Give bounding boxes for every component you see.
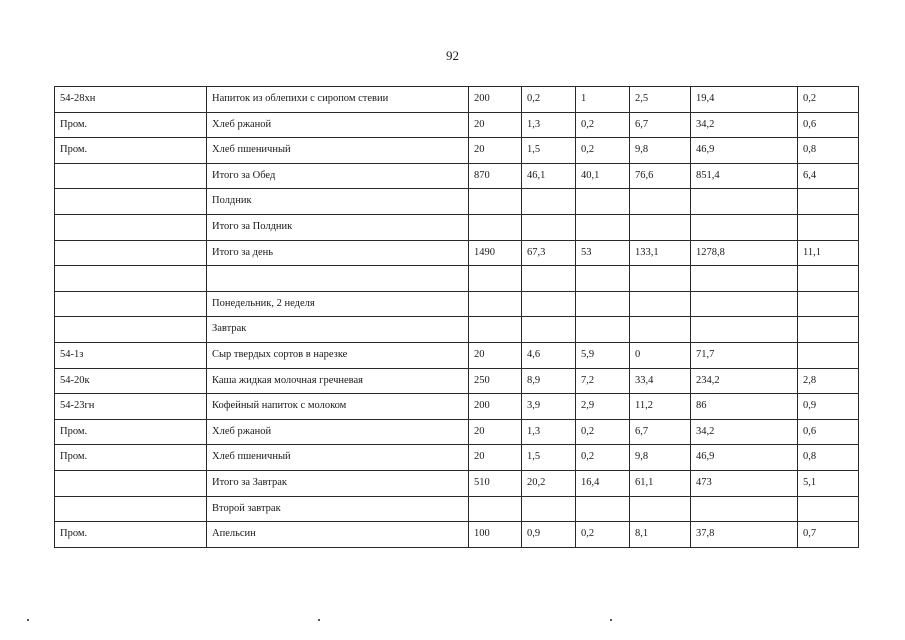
cell-dish: Итого за Полдник	[207, 214, 469, 240]
cell-weight: 20	[469, 138, 522, 164]
cell-fat	[576, 189, 630, 215]
cell-weight	[469, 266, 522, 292]
scan-speck	[27, 619, 29, 621]
cell-code: 54-20к	[55, 368, 207, 394]
cell-dish: Каша жидкая молочная гречневая	[207, 368, 469, 394]
cell-code	[55, 266, 207, 292]
cell-code	[55, 189, 207, 215]
table-row	[55, 112, 859, 138]
cell-carbs: 6,7	[630, 419, 691, 445]
cell-dish: Итого за Завтрак	[207, 470, 469, 496]
cell-carbs: 9,8	[630, 445, 691, 471]
cell-weight: 20	[469, 419, 522, 445]
cell-fat: 0,2	[576, 112, 630, 138]
cell-fat	[576, 496, 630, 522]
cell-protein	[522, 496, 576, 522]
cell-fat: 1	[576, 87, 630, 113]
cell-protein	[522, 189, 576, 215]
cell-code	[55, 317, 207, 343]
table-row	[55, 189, 859, 215]
table-row	[55, 214, 859, 240]
cell-protein: 1,5	[522, 138, 576, 164]
cell-carbs	[630, 266, 691, 292]
cell-carbs: 0	[630, 342, 691, 368]
cell-fat: 2,9	[576, 394, 630, 420]
table-row	[55, 317, 859, 343]
cell-dish: Напиток из облепихи с сиропом стевии	[207, 87, 469, 113]
cell-energy	[691, 189, 798, 215]
cell-fat: 40,1	[576, 163, 630, 189]
cell-energy	[691, 214, 798, 240]
cell-protein: 8,9	[522, 368, 576, 394]
table-row	[55, 368, 859, 394]
cell-carbs: 8,1	[630, 522, 691, 548]
cell-energy: 473	[691, 470, 798, 496]
cell-protein: 0,9	[522, 522, 576, 548]
cell-energy: 19,4	[691, 87, 798, 113]
cell-protein	[522, 266, 576, 292]
page-number: 92	[446, 48, 459, 63]
cell-fat	[576, 317, 630, 343]
cell-protein: 4,6	[522, 342, 576, 368]
cell-fat: 0,2	[576, 138, 630, 164]
cell-weight: 20	[469, 342, 522, 368]
cell-energy: 34,2	[691, 112, 798, 138]
cell-energy: 37,8	[691, 522, 798, 548]
cell-energy: 46,9	[691, 445, 798, 471]
cell-vitamin-c	[798, 266, 859, 292]
cell-code: Пром.	[55, 522, 207, 548]
cell-carbs: 11,2	[630, 394, 691, 420]
cell-weight: 1490	[469, 240, 522, 266]
cell-fat	[576, 291, 630, 317]
cell-fat	[576, 214, 630, 240]
table-row	[55, 240, 859, 266]
table-row	[55, 419, 859, 445]
cell-carbs	[630, 291, 691, 317]
cell-vitamin-c	[798, 317, 859, 343]
cell-dish: Хлеб ржаной	[207, 112, 469, 138]
table-row	[55, 266, 859, 292]
cell-weight: 870	[469, 163, 522, 189]
scan-speck	[610, 619, 612, 621]
cell-code	[55, 163, 207, 189]
menu-table	[54, 86, 859, 548]
cell-weight: 20	[469, 445, 522, 471]
table-row	[55, 163, 859, 189]
cell-vitamin-c: 0,8	[798, 445, 859, 471]
cell-vitamin-c: 0,9	[798, 394, 859, 420]
table-row	[55, 522, 859, 548]
table-row	[55, 291, 859, 317]
cell-protein	[522, 317, 576, 343]
cell-weight	[469, 317, 522, 343]
cell-protein	[522, 214, 576, 240]
cell-vitamin-c: 0,6	[798, 112, 859, 138]
cell-dish: Второй завтрак	[207, 496, 469, 522]
cell-weight: 200	[469, 87, 522, 113]
cell-vitamin-c: 0,7	[798, 522, 859, 548]
cell-vitamin-c: 5,1	[798, 470, 859, 496]
cell-carbs: 76,6	[630, 163, 691, 189]
cell-energy	[691, 291, 798, 317]
cell-vitamin-c	[798, 214, 859, 240]
cell-carbs: 33,4	[630, 368, 691, 394]
cell-weight	[469, 496, 522, 522]
cell-dish: Понедельник, 2 неделя	[207, 291, 469, 317]
cell-code	[55, 240, 207, 266]
cell-protein: 46,1	[522, 163, 576, 189]
scan-speck	[318, 619, 320, 621]
cell-code: Пром.	[55, 445, 207, 471]
cell-fat: 7,2	[576, 368, 630, 394]
cell-energy: 234,2	[691, 368, 798, 394]
cell-vitamin-c	[798, 189, 859, 215]
cell-energy	[691, 266, 798, 292]
cell-carbs: 6,7	[630, 112, 691, 138]
cell-energy: 1278,8	[691, 240, 798, 266]
table-row	[55, 87, 859, 113]
cell-code	[55, 470, 207, 496]
table-row	[55, 342, 859, 368]
cell-weight: 510	[469, 470, 522, 496]
cell-energy	[691, 496, 798, 522]
cell-fat: 5,9	[576, 342, 630, 368]
table-row	[55, 394, 859, 420]
cell-carbs	[630, 317, 691, 343]
cell-protein: 3,9	[522, 394, 576, 420]
cell-dish: Сыр твердых сортов в нарезке	[207, 342, 469, 368]
cell-dish: Полдник	[207, 189, 469, 215]
cell-weight	[469, 189, 522, 215]
cell-energy: 71,7	[691, 342, 798, 368]
cell-dish	[207, 266, 469, 292]
cell-dish: Завтрак	[207, 317, 469, 343]
cell-energy: 851,4	[691, 163, 798, 189]
cell-fat	[576, 266, 630, 292]
cell-code: 54-23гн	[55, 394, 207, 420]
cell-dish: Хлеб пшеничный	[207, 138, 469, 164]
cell-energy	[691, 317, 798, 343]
cell-carbs	[630, 189, 691, 215]
cell-weight: 20	[469, 112, 522, 138]
cell-energy: 34,2	[691, 419, 798, 445]
cell-carbs	[630, 496, 691, 522]
cell-dish: Хлеб ржаной	[207, 419, 469, 445]
cell-dish: Апельсин	[207, 522, 469, 548]
cell-fat: 0,2	[576, 445, 630, 471]
cell-carbs: 133,1	[630, 240, 691, 266]
cell-dish: Хлеб пшеничный	[207, 445, 469, 471]
cell-fat: 16,4	[576, 470, 630, 496]
cell-vitamin-c: 0,2	[798, 87, 859, 113]
table-row	[55, 138, 859, 164]
cell-fat: 53	[576, 240, 630, 266]
cell-dish: Итого за Обед	[207, 163, 469, 189]
cell-protein	[522, 291, 576, 317]
cell-dish: Кофейный напиток с молоком	[207, 394, 469, 420]
table-row	[55, 445, 859, 471]
cell-protein: 20,2	[522, 470, 576, 496]
menu-table-body	[55, 87, 859, 548]
cell-vitamin-c: 11,1	[798, 240, 859, 266]
cell-protein: 1,3	[522, 419, 576, 445]
cell-protein: 1,5	[522, 445, 576, 471]
cell-weight: 250	[469, 368, 522, 394]
cell-code	[55, 496, 207, 522]
cell-carbs: 9,8	[630, 138, 691, 164]
cell-vitamin-c	[798, 291, 859, 317]
table-row	[55, 496, 859, 522]
cell-weight: 200	[469, 394, 522, 420]
cell-code	[55, 214, 207, 240]
cell-vitamin-c	[798, 496, 859, 522]
cell-weight	[469, 291, 522, 317]
cell-code: Пром.	[55, 112, 207, 138]
cell-carbs: 61,1	[630, 470, 691, 496]
cell-energy: 86	[691, 394, 798, 420]
cell-protein: 1,3	[522, 112, 576, 138]
cell-code: Пром.	[55, 419, 207, 445]
cell-energy: 46,9	[691, 138, 798, 164]
cell-vitamin-c: 2,8	[798, 368, 859, 394]
table-row	[55, 470, 859, 496]
cell-code: 54-28хн	[55, 87, 207, 113]
cell-fat: 0,2	[576, 522, 630, 548]
cell-code: Пром.	[55, 138, 207, 164]
cell-carbs	[630, 214, 691, 240]
cell-weight	[469, 214, 522, 240]
cell-carbs: 2,5	[630, 87, 691, 113]
cell-dish: Итого за день	[207, 240, 469, 266]
cell-protein: 67,3	[522, 240, 576, 266]
cell-vitamin-c: 0,6	[798, 419, 859, 445]
cell-vitamin-c: 0,8	[798, 138, 859, 164]
cell-protein: 0,2	[522, 87, 576, 113]
scan-specks	[0, 619, 905, 623]
cell-weight: 100	[469, 522, 522, 548]
cell-fat: 0,2	[576, 419, 630, 445]
cell-code: 54-1з	[55, 342, 207, 368]
cell-vitamin-c	[798, 342, 859, 368]
cell-vitamin-c: 6,4	[798, 163, 859, 189]
cell-code	[55, 291, 207, 317]
